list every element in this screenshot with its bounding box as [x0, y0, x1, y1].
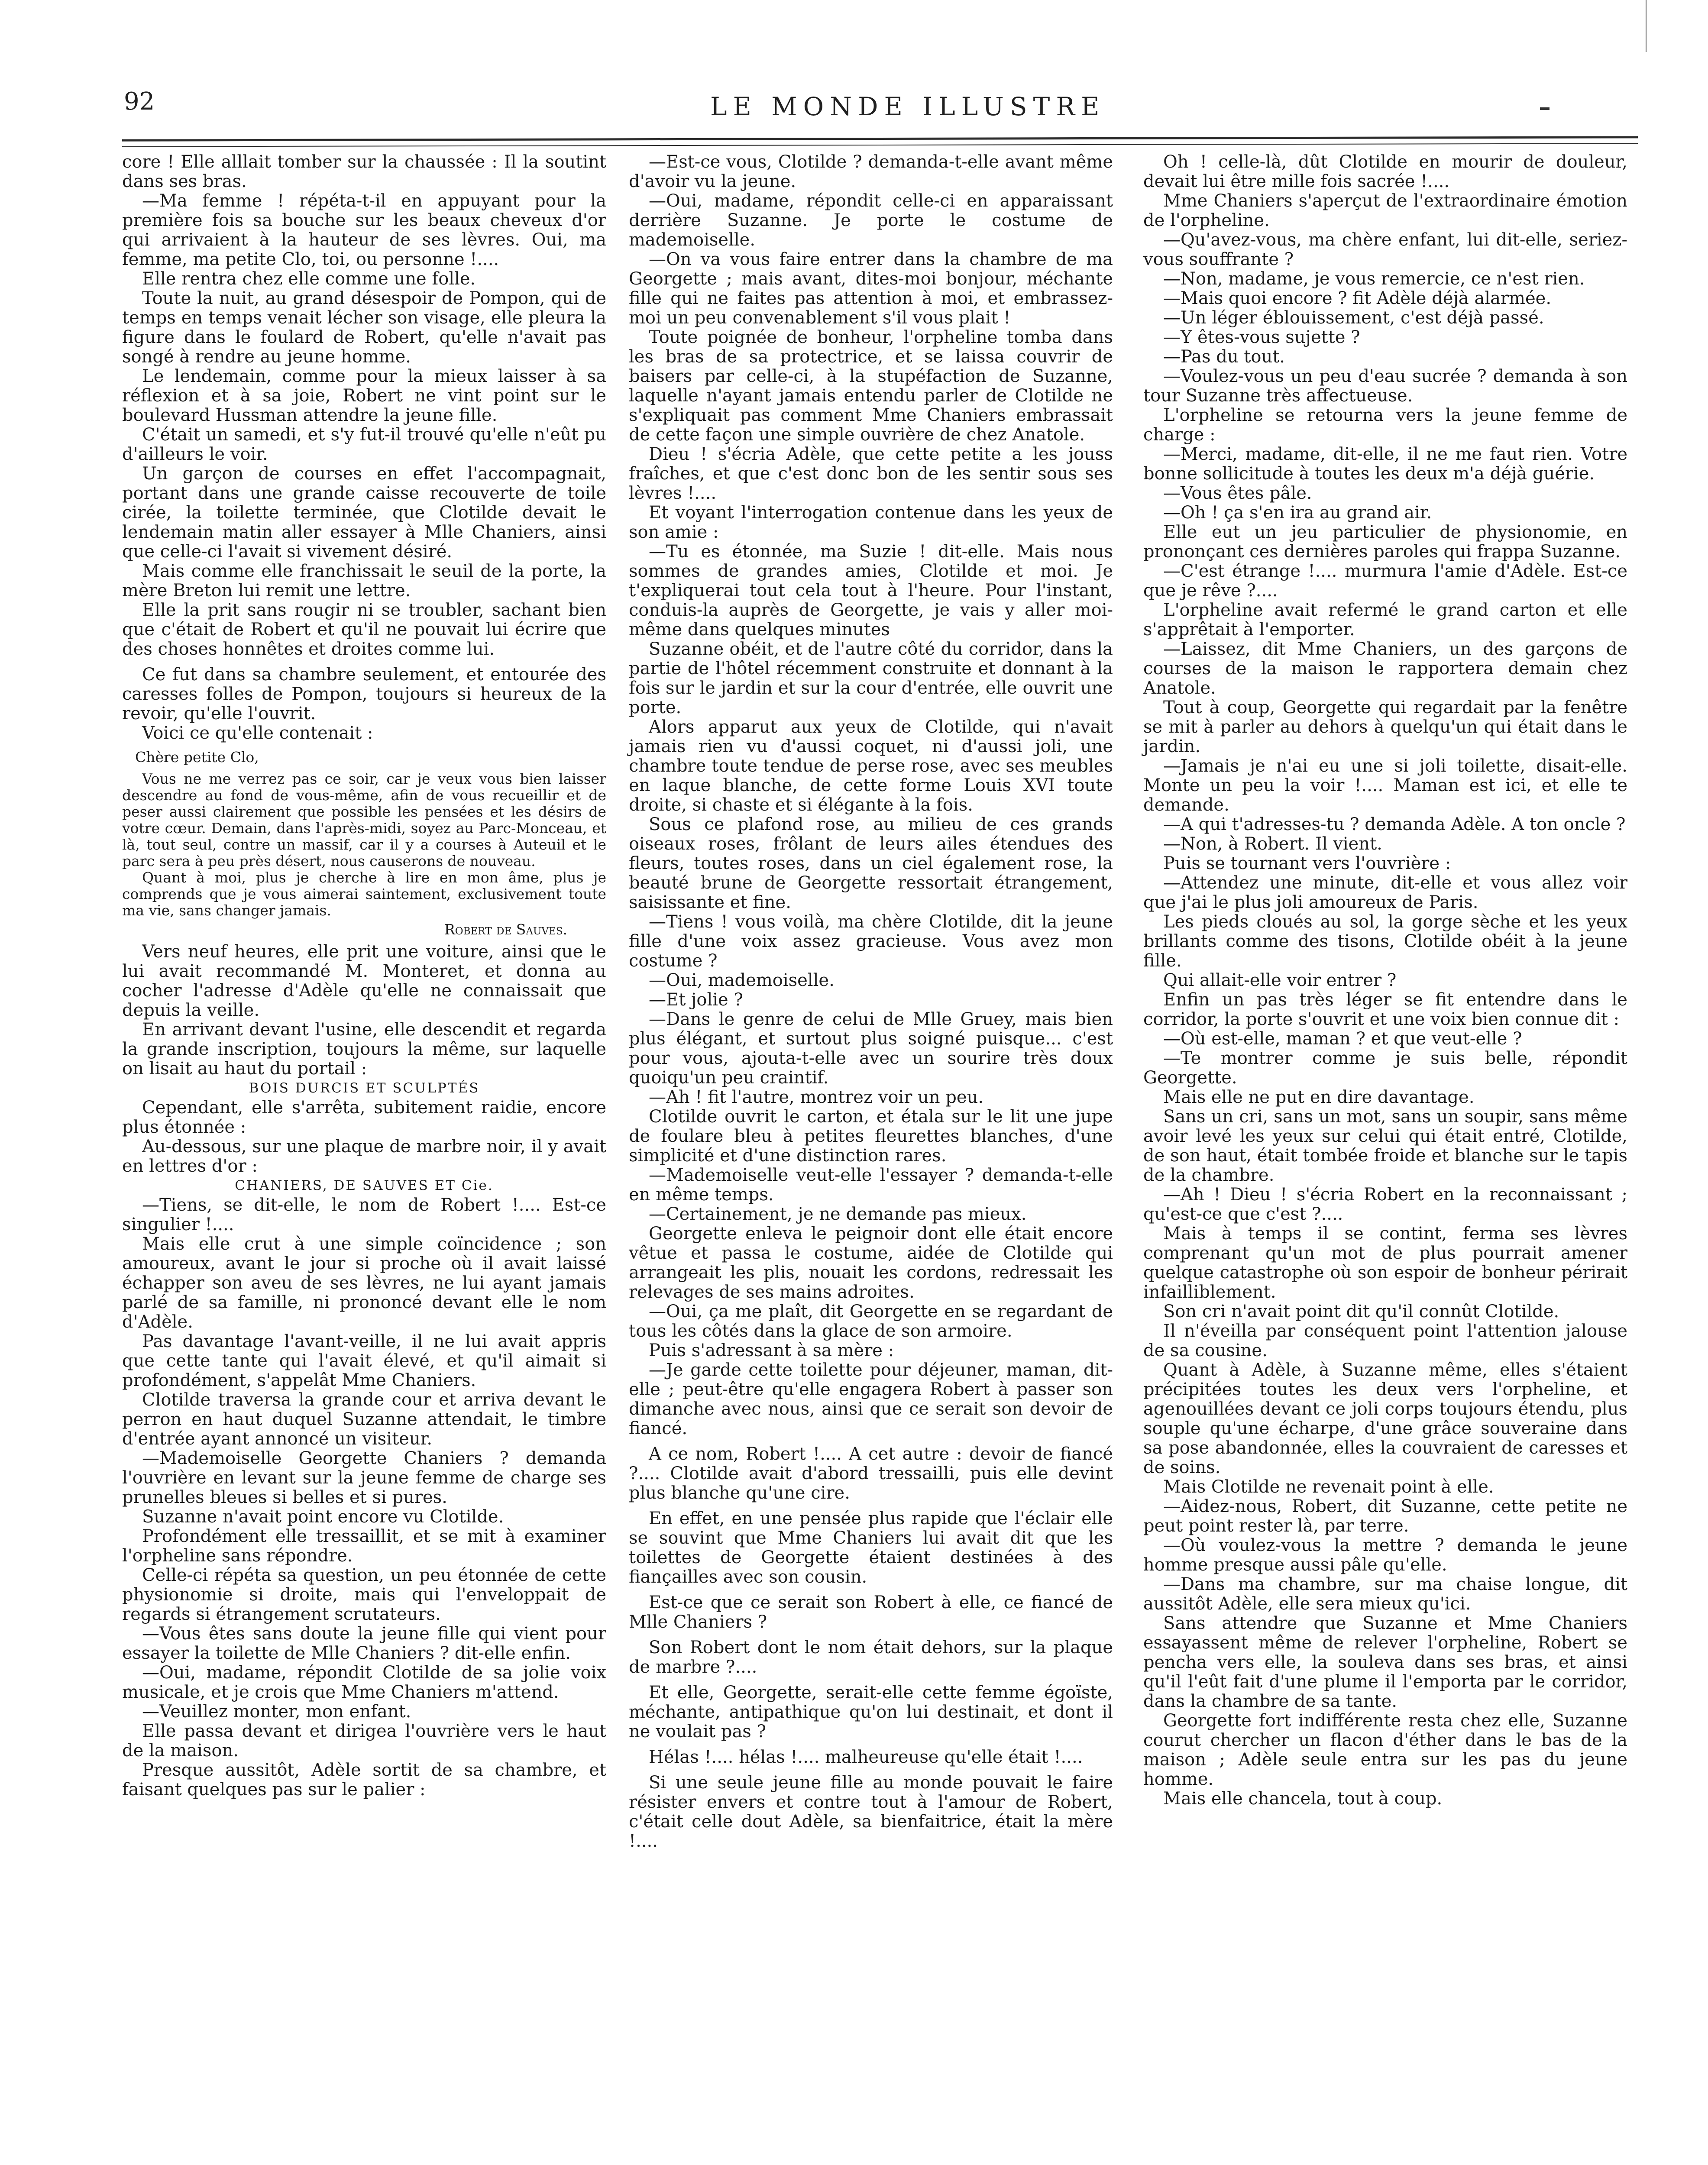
paragraph: —Ah ! fit l'autre, montrez voir un peu.	[649, 1087, 984, 1107]
paragraph: Elle passa devant et dirigea l'ouvrière vers le haut de la maison.	[122, 1721, 606, 1761]
paragraph: A ce nom, Robert !.... A cet autre : devoir de fiancé ?.... Clotilde avait d'abord tressailli, puis elle devint plus blanche qu'une cire.	[629, 1444, 1113, 1503]
paragraph: —Non, madame, je vous remercie, ce n'est rien.	[1163, 269, 1585, 289]
paragraph: Si une seule jeune fille au monde pouvait le faire résister envers et contre tout à l'amour de Robert, c'était celle dout Adèle, sa bienfaitrice, était la mère !....	[629, 1773, 1113, 1851]
paragraph: Au-dessous, sur une plaque de marbre noir, il y avait en lettres d'or :	[122, 1137, 606, 1176]
paragraph: —Où est-elle, maman ? et que veut-elle ?	[1163, 1029, 1522, 1049]
paragraph: Oh ! celle-là, dût Clotilde en mourir de douleur, devait lui être mille fois sacrée !....	[1143, 152, 1627, 191]
paragraph: Clotilde ouvrit le carton, et étala sur le lit une jupe de foulare bleu à petites fleurettes blanches, d'une simplicité et d'une distinction rares.	[629, 1107, 1113, 1166]
letter-salutation: Chère petite Clo,	[135, 749, 259, 766]
paragraph: Toute poignée de bonheur, l'orpheline tomba dans les bras de sa protectrice, et se laissa couvrir de baisers par celle-ci, à la stupéfaction de Suzanne, laquelle n'ayant jamais entendu parler de Clotilde ne s'expliquait pas comment Mme Chaniers embrassait de cette façon une simple ouvrière de chez Anatole.	[629, 327, 1113, 445]
paragraph: —Et jolie ?	[649, 990, 743, 1010]
paragraph: —Pas du tout.	[1163, 347, 1285, 367]
paragraph: Mais comme elle franchissait le seuil de la porte, la mère Breton lui remit une lettre.	[122, 561, 606, 601]
paragraph: —Oui, madame, répondit Clotilde de sa jolie voix musicale, et je crois que Mme Chaniers m'attend.	[122, 1663, 606, 1702]
paragraph: Qui allait-elle voir entrer ?	[1163, 970, 1397, 990]
paragraph: Puis s'adressant à sa mère :	[649, 1341, 894, 1360]
paragraph: Les pieds cloués au sol, la gorge sèche et les yeux brillants comme des tisons, Clotilde obéit à la jeune fille.	[1143, 912, 1627, 971]
paragraph: —Mademoiselle veut-elle l'essayer ? demanda-t-elle en même temps.	[629, 1165, 1113, 1205]
paragraph: Suzanne n'avait point encore vu Clotilde.	[142, 1507, 504, 1527]
paragraph: —Un léger éblouissement, c'est déjà passé.	[1163, 308, 1544, 328]
header-rule-thin	[122, 143, 1638, 147]
inscription-company: CHANIERS, DE SAUVES ET Cie.	[235, 1178, 494, 1193]
paragraph: Mme Chaniers s'aperçut de l'extraordinaire émotion de l'orpheline.	[1143, 191, 1627, 230]
paragraph: En arrivant devant l'usine, elle descendit et regarda la grande inscription, toujours la même, sur laquelle on lisait au haut du portail :	[122, 1020, 606, 1079]
letter-paragraph: Quant à moi, plus je cherche à lire en mon âme, plus je comprends que je vous aimerai saintement, exclusivement toute ma vie, sans changer jamais.	[122, 869, 606, 919]
paragraph: —Jamais je n'ai eu une si joli toilette, disait-elle. Monte un peu la voir !.... Maman est ici, et elle te demande.	[1143, 756, 1627, 815]
paragraph: —Tiens, se dit-elle, le nom de Robert !.... Est-ce singulier !....	[122, 1195, 606, 1234]
header-rule-thick	[122, 136, 1638, 141]
text-column-1	[122, 152, 606, 1800]
paragraph: —Dans le genre de celui de Mlle Gruey, mais bien plus élégant, et surtout plus soigné puisque... c'est pour vous, ajouta-t-elle avec un sourire très doux quoiqu'un peu craintif.	[629, 1009, 1113, 1088]
paragraph: Vers neuf heures, elle prit une voiture, ainsi que le lui avait recommandé M. Monteret, et donna au cocher l'adresse d'Adèle qu'elle ne connaissait que depuis la veille.	[122, 942, 606, 1020]
paragraph: Mais elle ne put en dire davantage.	[1163, 1087, 1475, 1107]
paragraph: C'était un samedi, et s'y fut-il trouvé qu'elle n'eût pu d'ailleurs le voir.	[122, 425, 606, 464]
paragraph: L'orpheline se retourna vers la jeune femme de charge :	[1143, 405, 1627, 445]
paragraph: —Je garde cette toilette pour déjeuner, maman, dit-elle ; peut-être qu'elle engagera Robert à passer son dimanche avec nous, ainsi que ce serait son devoir de fiancé.	[629, 1360, 1113, 1438]
paragraph: Enfin un pas très léger se fit entendre dans le corridor, la porte s'ouvrit et une voix bien connue dit :	[1143, 990, 1627, 1029]
paragraph: Georgette fort indifférente resta chez elle, Suzanne courut chercher un flacon d'éther dans le bas de la maison ; Adèle seule entra sur les pas du jeune homme.	[1143, 1711, 1627, 1789]
paragraph: —Oui, madame, répondit celle-ci en apparaissant derrière Suzanne. Je porte le costume de mademoiselle.	[629, 191, 1113, 250]
paragraph: Tout à coup, Georgette qui regardait par la fenêtre se mit à parler au dehors à quelqu'un qui était dans le jardin.	[1143, 698, 1627, 756]
paragraph: —Te montrer comme je suis belle, répondit Georgette.	[1143, 1048, 1627, 1088]
paragraph: Et elle, Georgette, serait-elle cette femme égoïste, méchante, antipathique qu'on lui destinait, et dont il ne voulait pas ?	[629, 1683, 1113, 1742]
inscription-wood: BOIS DURCIS ET SCULPTÉS	[249, 1080, 480, 1096]
paragraph: Mais elle chancela, tout à coup.	[1163, 1789, 1443, 1809]
text-column-2	[629, 152, 1113, 1851]
paragraph: Le lendemain, comme pour la mieux laisser à sa réflexion et à sa joie, Robert ne vint point sur le boulevard Hussman attendre la jeune fille.	[122, 366, 606, 425]
paragraph: —Est-ce vous, Clotilde ? demanda-t-elle avant même d'avoir vu la jeune.	[629, 152, 1113, 191]
letter-block	[122, 749, 606, 938]
paragraph: Toute la nuit, au grand désespoir de Pompon, qui de temps en temps venait lécher son visage, elle pleura la figure dans le foulard de Robert, qu'elle n'avait pas songé à rendre au jeune homme.	[122, 288, 606, 367]
letter-paragraph: Vous ne me verrez pas ce soir, car je veux vous bien laisser descendre au fond de vous-même, afin de vous recueillir et de peser aussi clairement que possible les pensées et les désirs de votre cœur. Demain, dans l'après-midi, soyez au Parc-Monceau, et là, tout seul, contre un massif, car il y a courses à Auteuil et le parc sera à peu près désert, nous causerons de nouveau.	[122, 770, 606, 869]
paragraph: —Oui, mademoiselle.	[649, 970, 835, 990]
paragraph: —Voulez-vous un peu d'eau sucrée ? demanda à son tour Suzanne très affectueuse.	[1143, 366, 1627, 406]
paragraph: —Ma femme ! répéta-t-il en appuyant pour la première fois sa bouche sur les beaux cheveux d'or qui arrivaient à la hauteur de ses lèvres. Oui, ma femme, ma petite Clo, toi, ou personne !....	[122, 191, 606, 269]
paragraph: —Oh ! ça s'en ira au grand air.	[1163, 503, 1432, 523]
paragraph: —On va vous faire entrer dans la chambre de ma Georgette ; mais avant, dites-moi bonjour, méchante fille qui ne faites pas attention à moi, et embrassez-moi un peu convenablement s'il vous plait !	[629, 249, 1113, 328]
paragraph: Presque aussitôt, Adèle sortit de sa chambre, et faisant quelques pas sur le palier :	[122, 1760, 606, 1800]
paragraph: Celle-ci répéta sa question, un peu étonnée de cette physionomie si droite, mais qui l'enveloppait de regards si étrangement scrutateurs.	[122, 1565, 606, 1624]
paragraph: Hélas !.... hélas !.... malheureuse qu'elle était !....	[649, 1747, 1083, 1767]
paragraph: En effet, en une pensée plus rapide que l'éclair elle se souvint que Mme Chaniers lui avait dit que les toilettes de Georgette étaient destinées à des fiançailles avec son cousin.	[629, 1509, 1113, 1587]
paragraph: Clotilde traversa la grande cour et arriva devant le perron en haut duquel Suzanne attendait, le timbre d'entrée ayant annoncé un visiteur.	[122, 1390, 606, 1449]
paragraph: Dieu ! s'écria Adèle, que cette petite a les jouss fraîches, et que c'est donc bon de les sentir sous ses lèvres !....	[629, 444, 1113, 503]
paragraph: core ! Elle alllait tomber sur la chaussée : Il la soutint dans ses bras.	[122, 152, 606, 191]
paragraph: —Certainement, je ne demande pas mieux.	[649, 1204, 1027, 1224]
paragraph: —A qui t'adresses-tu ? demanda Adèle. A ton oncle ?	[1163, 814, 1626, 834]
paragraph: —Laissez, dit Mme Chaniers, un des garçons de courses de la maison le rapportera demain chez Anatole.	[1143, 639, 1627, 698]
paragraph: Son cri n'avait point dit qu'il connût Clotilde.	[1163, 1302, 1559, 1322]
paragraph: —Mademoiselle Georgette Chaniers ? demanda l'ouvrière en levant sur la jeune femme de charge ses prunelles bleues si belles et si pures.	[122, 1448, 606, 1507]
paragraph: Et voyant l'interrogation contenue dans les yeux de son amie :	[629, 503, 1113, 542]
header-mark	[1540, 107, 1549, 110]
paragraph: —Ah ! Dieu ! s'écria Robert en la reconnaissant ; qu'est-ce que c'est ?....	[1143, 1185, 1627, 1224]
paragraph: —Veuillez monter, mon enfant.	[142, 1702, 411, 1722]
paragraph: Mais Clotilde ne revenait point à elle.	[1163, 1477, 1494, 1497]
paragraph: —Aidez-nous, Robert, dit Suzanne, cette petite ne peut point rester là, par terre.	[1143, 1496, 1627, 1536]
paragraph: Cependant, elle s'arrêta, subitement raidie, encore plus étonnée :	[122, 1098, 606, 1137]
paragraph: Elle la prit sans rougir ni se troubler, sachant bien que c'était de Robert et qu'il ne pouvait lui écrire que des choses honnêtes et droites comme lui.	[122, 600, 606, 659]
paragraph: Sans attendre que Suzanne et Mme Chaniers essayassent même de relever l'orpheline, Robert se pencha vers elle, la souleva dans ses bras, et ainsi qu'il l'eût fait d'une plume il l'emporta par le corridor, dans la chambre de sa tante.	[1143, 1613, 1627, 1711]
letter-signature: Robert de Sauves.	[444, 921, 567, 938]
paragraph: Mais elle crut à une simple coïncidence ; son amoureux, avant le jour si proche où il avait laissé échapper son aveu de ses lèvres, ne lui ayant jamais parlé de sa famille, ni prononcé devant elle le nom d'Adèle.	[122, 1234, 606, 1332]
paragraph: Ce fut dans sa chambre seulement, et entourée des caresses folles de Pompon, toujours si heureux de la revoir, qu'elle l'ouvrit.	[122, 665, 606, 724]
paragraph: —Qu'avez-vous, ma chère enfant, lui dit-elle, seriez-vous souffrante ?	[1143, 230, 1627, 269]
paragraph: L'orpheline avait refermé le grand carton et elle s'apprêtait à l'emporter.	[1143, 600, 1627, 640]
paragraph: Quant à Adèle, à Suzanne même, elles s'étaient précipitées toutes les deux vers l'orpheline, et agenouillées devant ce joli corps toujours étendu, plus souple qu'une écharpe, d'une grâce souveraine dans sa pose abandonnée, elles la couvraient de caresses et de soins.	[1143, 1360, 1627, 1477]
paragraph: Son Robert dont le nom était dehors, sur la plaque de marbre ?....	[629, 1638, 1113, 1677]
paragraph: —Mais quoi encore ? fit Adèle déjà alarmée.	[1163, 288, 1552, 308]
paragraph: —Y êtes-vous sujette ?	[1163, 327, 1360, 347]
paragraph: —C'est étrange !.... murmura l'amie d'Adèle. Est-ce que je rêve ?....	[1143, 561, 1627, 601]
paragraph: —Vous êtes pâle.	[1163, 483, 1312, 503]
paragraph: —Non, à Robert. Il vient.	[1163, 834, 1382, 854]
paragraph: Mais à temps il se contint, ferma ses lèvres comprenant qu'un mot de plus pourrait amener quelque catastrophe où son espoir de bonheur périrait infailliblement.	[1143, 1224, 1627, 1302]
paragraph: Suzanne obéit, et de l'autre côté du corridor, dans la partie de l'hôtel récemment construite et donnant à la fois sur le jardin et sur la cour d'entrée, elle ouvrit une porte.	[629, 639, 1113, 717]
paragraph: —Où voulez-vous la mettre ? demanda le jeune homme presque aussi pâle qu'elle.	[1143, 1535, 1627, 1575]
paragraph: Elle rentra chez elle comme une folle.	[142, 269, 476, 289]
paragraph: Alors apparut aux yeux de Clotilde, qui n'avait jamais rien vu d'aussi coquet, ni d'aussi joli, une chambre toute tendue de perse rose, avec ses meubles en laque blanche, de cette forme Louis XVI toute droite, si chaste et si élégante à la fois.	[629, 717, 1113, 815]
paragraph: Il n'éveilla par conséquent point l'attention jalouse de sa cousine.	[1143, 1321, 1627, 1360]
paragraph: Georgette enleva le peignoir dont elle était encore vêtue et passa le costume, aidée de Clotilde qui arrangeait les plis, nouait les cordons, redressait les relevages de ses mains adroites.	[629, 1224, 1113, 1302]
paragraph: —Merci, madame, dit-elle, il ne me faut rien. Votre bonne sollicitude à toutes les deux m'a déjà guérie.	[1143, 444, 1627, 484]
paragraph: Sous ce plafond rose, au milieu de ces grands oiseaux roses, frôlant de leurs ailes étendues des fleurs, toutes roses, dans un ciel également rose, la beauté brune de Georgette ressortait étrangement, saisissante et fine.	[629, 814, 1113, 912]
paragraph: —Tiens ! vous voilà, ma chère Clotilde, dit la jeune fille d'une voix assez gracieuse. Vous avez mon costume ?	[629, 912, 1113, 971]
paragraph: Un garçon de courses en effet l'accompagnait, portant dans une grande caisse recouverte de toile cirée, la toilette terminée, que Clotilde devait le lendemain matin aller essayer à Mlle Chaniers, ainsi que celle-ci l'avait si vivement désiré.	[122, 464, 606, 562]
paragraph: —Vous êtes sans doute la jeune fille qui vient pour essayer la toilette de Mlle Chaniers ? dit-elle enfin.	[122, 1624, 606, 1663]
running-title: LE MONDE ILLUSTRE	[710, 92, 1106, 121]
text-column-3	[1143, 152, 1627, 1809]
page-number: 92	[124, 87, 155, 116]
paragraph: Est-ce que ce serait son Robert à elle, ce fiancé de Mlle Chaniers ?	[629, 1593, 1113, 1632]
paragraph: Sans un cri, sans un mot, sans un soupir, sans même avoir levé les yeux sur celui qui était entré, Clotilde, de son haut, était tombée froide et blanche sur le tapis de la chambre.	[1143, 1107, 1627, 1185]
paragraph: —Oui, ça me plaît, dit Georgette en se regardant de tous les côtés dans la glace de son armoire.	[629, 1302, 1113, 1341]
paragraph: —Attendez une minute, dit-elle et vous allez voir que j'ai le plus joli amoureux de Paris.	[1143, 873, 1627, 912]
paragraph: —Dans ma chambre, sur ma chaise longue, dit aussitôt Adèle, elle sera mieux qu'ici.	[1143, 1574, 1627, 1614]
paragraph: Pas davantage l'avant-veille, il ne lui avait appris que cette tante qui l'avait élevé, et qu'il aimait si profondément, s'appelât Mme Chaniers.	[122, 1331, 606, 1390]
paragraph: Puis se tournant vers l'ouvrière :	[1163, 853, 1451, 873]
paragraph: Elle eut un jeu particulier de physionomie, en prononçant ces dernières paroles qui frappa Suzanne.	[1143, 522, 1627, 562]
paragraph: Profondément elle tressaillit, et se mit à examiner l'orpheline sans répondre.	[122, 1526, 606, 1566]
paragraph: —Tu es étonnée, ma Suzie ! dit-elle. Mais nous sommes de grandes amies, Clotilde et moi. Je t'expliquerai tout cela tout à l'heure. Pour l'instant, conduis-la auprès de Georgette, je vais y aller moi-même dans quelques minutes	[629, 542, 1113, 640]
page-edge-marks	[1646, 0, 1655, 52]
paragraph: Voici ce qu'elle contenait :	[142, 723, 373, 743]
